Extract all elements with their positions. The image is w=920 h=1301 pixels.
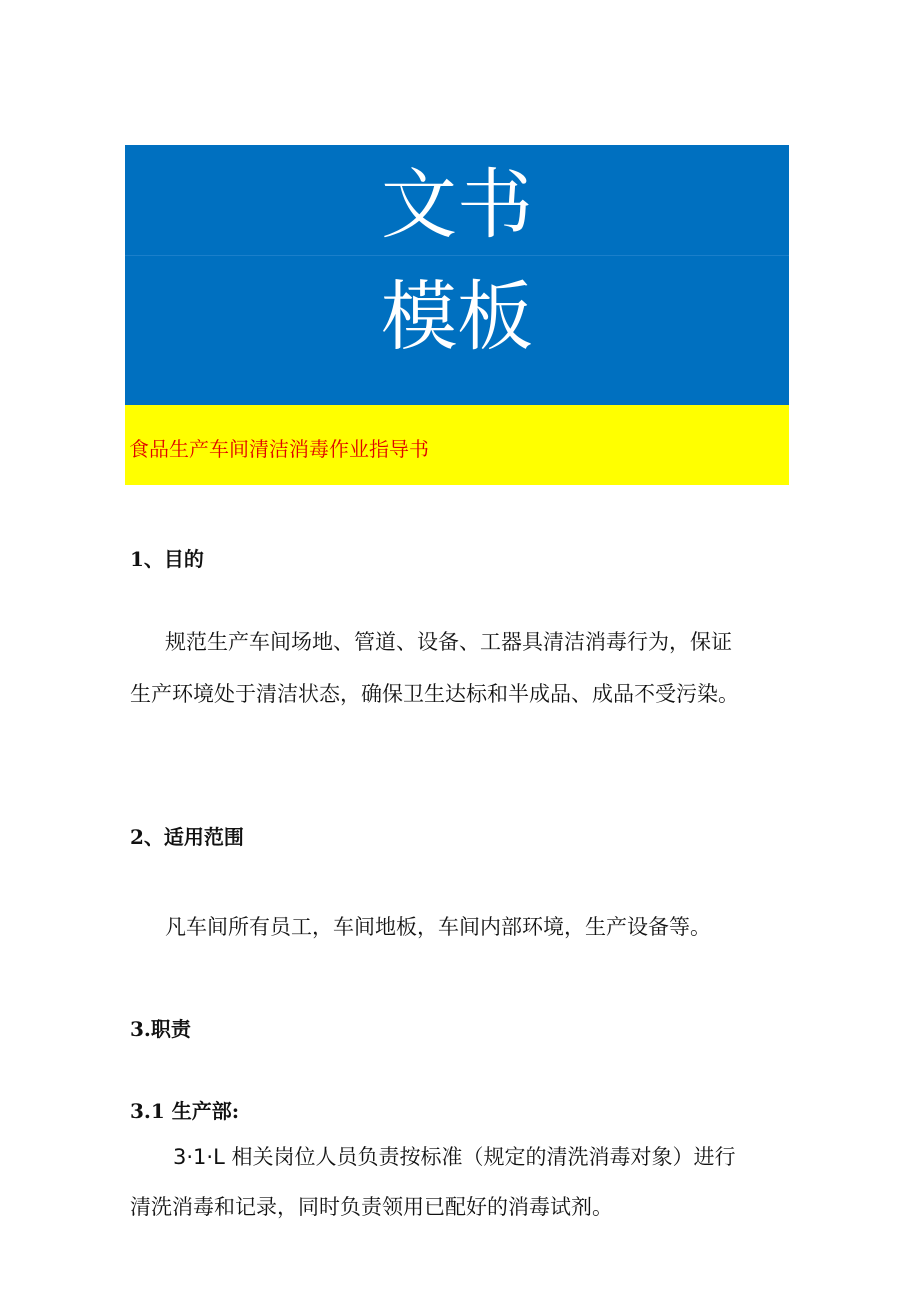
banner-divider <box>125 255 789 256</box>
section-2-paragraph: 凡车间所有员工，车间地板，车间内部环境，生产设备等。 <box>165 915 711 939</box>
subtitle-bar <box>125 405 789 485</box>
document-subtitle: 食品生产车间清洁消毒作业指导书 <box>129 437 429 461</box>
section-1-paragraph-line-2: 生产环境处于清洁状态，确保卫生达标和半成品、成品不受污染。 <box>130 682 739 706</box>
banner-title-line-1: 文书 <box>381 160 533 249</box>
section-3-heading: 3.职责 <box>130 1017 191 1041</box>
section-3-1-paragraph-line-1: 3·1·L 相关岗位人员负责按标准（规定的清洗消毒对象）进行 <box>173 1145 736 1169</box>
section-1-paragraph-line-1: 规范生产车间场地、管道、设备、工器具清洁消毒行为，保证 <box>165 630 732 654</box>
section-3-1-paragraph-line-2: 清洗消毒和记录，同时负责领用已配好的消毒试剂。 <box>130 1195 613 1219</box>
title-banner <box>125 145 789 405</box>
section-3-1-heading: 3.1 生产部: <box>130 1099 240 1123</box>
banner-title-line-2: 模板 <box>381 272 533 361</box>
section-2-heading: 2、适用范围 <box>130 825 244 849</box>
section-1-heading: 1、目的 <box>130 547 204 571</box>
